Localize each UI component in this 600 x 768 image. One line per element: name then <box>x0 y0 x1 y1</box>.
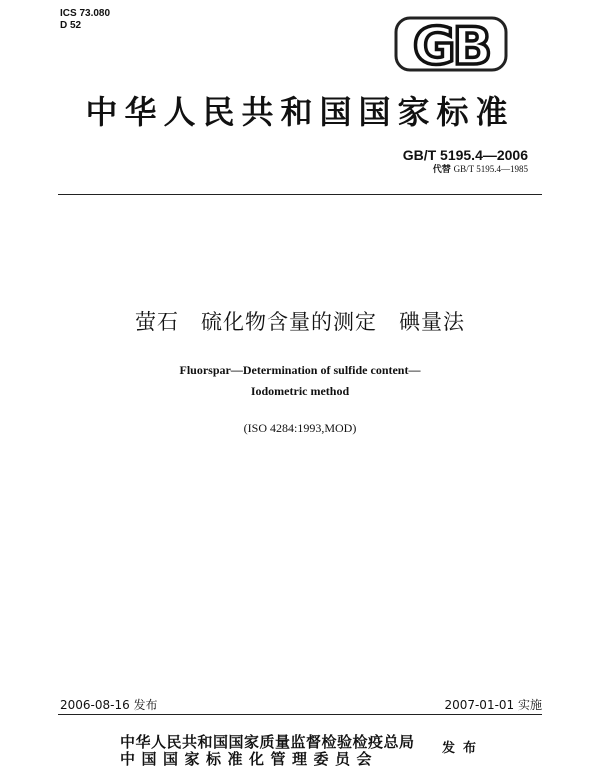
english-document-title <box>0 360 600 402</box>
ccs-code: D 52 <box>60 20 82 31</box>
issuer-sac: 中国国家标准化管理委员会 <box>120 750 379 768</box>
issue-date: 2006-08-16 发布 <box>60 698 158 712</box>
publish-label: 发布 <box>442 741 485 756</box>
bottom-divider <box>58 714 542 715</box>
gb-logo <box>392 14 510 74</box>
classification-codes <box>60 8 110 32</box>
replaces-label: 代替 <box>432 165 451 175</box>
iso-reference: (ISO 4284:1993,MOD) <box>243 421 357 435</box>
issuer-aqsiq: 中华人民共和国国家质量监督检验检疫总局 <box>120 733 415 751</box>
replaces-value: GB/T 5195.4—1985 <box>453 164 528 174</box>
implementation-date: 2007-01-01 实施 <box>444 698 542 712</box>
replaces-note <box>433 163 528 176</box>
top-divider <box>58 194 542 195</box>
standard-title: 中华人民共和国国家标准 <box>85 93 515 131</box>
english-title-line-2: Iodometric method <box>250 384 350 398</box>
gb-logo-text: GB <box>412 17 490 74</box>
english-title-line-1: Fluorspar—Determination of sulfide content— <box>179 363 421 377</box>
chinese-document-title: 萤石 硫化物含量的测定 碘量法 <box>135 310 465 334</box>
ics-code: ICS 73.080 <box>60 8 111 19</box>
standard-number: GB/T 5195.4—2006 <box>402 147 528 163</box>
